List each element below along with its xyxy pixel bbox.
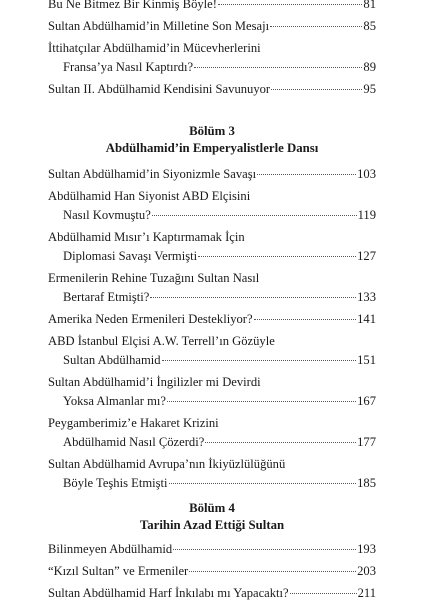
dot-leader <box>162 359 357 361</box>
toc-page-number: 141 <box>357 312 376 326</box>
dot-leader <box>270 25 362 27</box>
toc-entry-title: Sultan Abdülhamid’in Milletine Son Mesajı <box>48 19 270 33</box>
dot-leader <box>152 214 357 216</box>
dot-leader <box>194 66 362 68</box>
toc-entry-title: Amerika Neden Ermenileri Destekliyor? <box>48 312 253 326</box>
chapter-4-heading <box>0 500 424 534</box>
toc-entry[interactable] <box>48 310 376 329</box>
toc-entry-title: Bu Ne Bitmez Bir Kinmiş Böyle! <box>48 0 217 11</box>
toc-group-chapter-4 <box>48 540 376 606</box>
toc-page-number: 185 <box>357 476 376 490</box>
dot-leader <box>271 88 362 90</box>
toc-entry[interactable] <box>48 562 376 581</box>
toc-entry-title-continued: Abdülhamid Nasıl Çözerdi? <box>63 435 205 449</box>
toc-entry[interactable] <box>48 17 376 36</box>
toc-entry-title: Abdülhamid Han Siyonist ABD Elçisini <box>48 189 251 203</box>
toc-page-number: 81 <box>363 0 376 11</box>
toc-entry-title: Sultan Abdülhamid Avrupa’nın İkiyüzlülüğünü <box>48 457 286 471</box>
toc-entry-title: Peygamberimiz’e Hakaret Krizini <box>48 416 219 430</box>
dot-leader <box>218 3 362 5</box>
toc-entry-title: Sultan Abdülhamid Harf İnkılabı mı Yapacaktı? <box>48 586 289 600</box>
toc-entry-title: Sultan II. Abdülhamid Kendisini Savunuyor <box>48 82 271 96</box>
dot-leader <box>167 400 356 402</box>
toc-entry[interactable] <box>48 373 376 411</box>
toc-entry[interactable] <box>48 39 376 77</box>
toc-page-number: 193 <box>357 542 376 556</box>
toc-entry-title: Sultan Abdülhamid’i İngilizler mi Devirdi <box>48 375 261 389</box>
toc-page-number: 203 <box>357 564 376 578</box>
toc-entry[interactable] <box>48 584 376 603</box>
toc-entry[interactable] <box>48 0 376 14</box>
toc-entry-title: “Kızıl Sultan” ve Ermeniler <box>48 564 189 578</box>
toc-entry[interactable] <box>48 187 376 225</box>
toc-group-chapter-3 <box>48 165 376 496</box>
toc-page-number: 127 <box>357 249 376 263</box>
dot-leader <box>254 318 357 320</box>
toc-page-number: 151 <box>357 353 376 367</box>
toc-entry-title-continued: Bertaraf Etmişti? <box>63 290 150 304</box>
toc-entry-title: Bilinmeyen Abdülhamid <box>48 542 173 556</box>
toc-entry[interactable] <box>48 414 376 452</box>
dot-leader <box>290 592 357 594</box>
dot-leader <box>189 570 356 572</box>
toc-entry[interactable] <box>48 455 376 493</box>
dot-leader <box>257 173 356 175</box>
chapter-3-heading <box>0 123 424 157</box>
chapter-title: Tarihin Azad Ettiği Sultan <box>139 518 285 532</box>
toc-entry[interactable] <box>48 80 376 99</box>
toc-entry-title: İttihatçılar Abdülhamid’in Mücevherlerini <box>48 41 261 55</box>
toc-group-continued <box>48 0 376 102</box>
toc-entry-title-continued: Sultan Abdülhamid <box>63 353 161 367</box>
toc-entry[interactable] <box>48 332 376 370</box>
toc-page-number: 103 <box>357 167 376 181</box>
toc-page-number: 119 <box>357 208 376 222</box>
chapter-title: Abdülhamid’in Emperyalistlerle Dansı <box>105 141 319 155</box>
toc-entry-title-continued: Diplomasi Savaşı Vermişti <box>63 249 198 263</box>
chapter-number: Bölüm 3 <box>189 124 235 138</box>
dot-leader <box>205 441 356 443</box>
toc-entry-title-continued: Fransa’ya Nasıl Kaptırdı? <box>63 60 194 74</box>
dot-leader <box>198 255 356 257</box>
toc-entry[interactable] <box>48 269 376 307</box>
toc-page-number: 167 <box>357 394 376 408</box>
toc-page-number: 133 <box>357 290 376 304</box>
toc-entry[interactable] <box>48 228 376 266</box>
dot-leader <box>173 548 356 550</box>
toc-entry[interactable] <box>48 165 376 184</box>
toc-entry-title-continued: Böyle Teşhis Etmişti <box>63 476 168 490</box>
toc-entry-title: Sultan Abdülhamid’in Siyonizmle Savaşı <box>48 167 257 181</box>
toc-entry-title-continued: Nasıl Kovmuştu? <box>63 208 151 222</box>
toc-entry[interactable] <box>48 540 376 559</box>
toc-page-number: 211 <box>357 586 376 600</box>
toc-entry-title-continued: Yoksa Almanlar mı? <box>63 394 166 408</box>
toc-page-number: 95 <box>363 82 376 96</box>
toc-page-number: 89 <box>363 60 376 74</box>
chapter-number: Bölüm 4 <box>189 501 235 515</box>
toc-page-number: 177 <box>357 435 376 449</box>
toc-entry-title: Ermenilerin Rehine Tuzağını Sultan Nasıl <box>48 271 260 285</box>
toc-entry-title: Abdülhamid Mısır’ı Kaptırmamak İçin <box>48 230 245 244</box>
dot-leader <box>169 482 357 484</box>
dot-leader <box>150 296 356 298</box>
toc-page-number: 85 <box>363 19 376 33</box>
toc-entry-title: ABD İstanbul Elçisi A.W. Terrell’ın Gözüyle <box>48 334 275 348</box>
